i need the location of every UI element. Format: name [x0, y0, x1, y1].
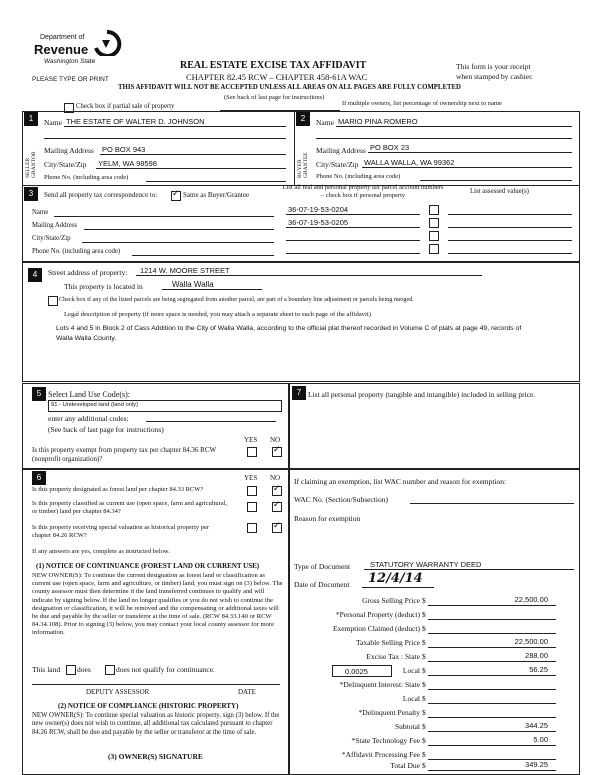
tax-row-excise-local	[290, 665, 576, 678]
agency-line1: Department of	[40, 34, 85, 41]
buyer-mailing-label: Mailing Address	[316, 146, 366, 155]
seller-mailing-line	[100, 154, 286, 155]
tax-value[interactable]: 344.25	[525, 721, 548, 730]
correspondence-city-line	[82, 242, 274, 243]
tax-value-line	[428, 703, 556, 704]
buyer-name-line	[336, 126, 572, 127]
reason-label: Reason for exemption	[294, 514, 361, 523]
exemption-claim-label: If claiming an exemption, list WAC number and reason for exemption:	[294, 477, 507, 486]
seller-name-line	[64, 126, 286, 127]
tax-row-interest-state	[290, 679, 576, 692]
form-warning: THIS AFFIDAVIT WILL NOT BE ACCEPTED UNLESS ALL AREAS ON ALL PAGES ARE FULLY COMPLETED	[118, 84, 461, 91]
correspondence-name-line	[54, 216, 274, 217]
section-7-number: 7	[292, 386, 306, 400]
currency-symbol: $	[422, 761, 426, 770]
seller-side-label: SELLER GRANTOR	[25, 151, 37, 178]
buyer-mailing-line	[368, 152, 572, 153]
does-checkbox[interactable]	[66, 665, 76, 675]
does-label: does	[77, 665, 91, 674]
correspondence-name-label: Name	[32, 209, 49, 216]
tax-value[interactable]: 22,500.00	[514, 595, 548, 604]
located-line	[162, 289, 262, 290]
additional-codes-line	[146, 421, 276, 422]
land-use-label: Select Land Use Code(s):	[48, 390, 130, 399]
receipt-line2: when stamped by cashier.	[456, 72, 534, 81]
if-yes-instruction: If any answers are yes, complete as instructed below.	[32, 548, 170, 555]
currency-symbol: $	[422, 652, 426, 661]
legal-description[interactable]: Lots 4 and 5 in Block 2 of Cass Addition to the City of Walla Walla, according to the official plat thereof recorded in Volume C of plats at page 49, records of Walla Walla County.	[56, 325, 522, 342]
seller-city-label: City/State/Zip	[44, 160, 87, 169]
located-label: This property is located in	[64, 282, 143, 291]
section6-yes-header: YES	[244, 474, 258, 482]
doc-type-label: Type of Document	[294, 562, 351, 571]
section5-no-header: NO	[270, 436, 281, 444]
buyer-phone-label: Phone No. (including area code)	[316, 173, 401, 180]
this-land-label: This land	[32, 665, 61, 674]
parcel-number[interactable]: 36-07-19-53-0204	[288, 205, 349, 214]
buyer-mailing-value[interactable]: PO BOX 23	[370, 143, 410, 152]
owner-signature-title: (3) OWNER(S) SIGNATURE	[108, 752, 203, 761]
buyer-name-label: Name	[316, 118, 334, 127]
historical-yes-checkbox[interactable]	[247, 523, 257, 533]
section-5-number: 5	[32, 387, 46, 401]
seller-phone-line	[146, 181, 286, 182]
tax-value-line	[428, 633, 556, 634]
form-chapter: CHAPTER 82.45 RCW – CHAPTER 458-61A WAC	[186, 72, 368, 82]
section5-yes-header: YES	[244, 436, 258, 444]
doc-date-label: Date of Document	[294, 580, 350, 589]
parcel-row-4	[286, 243, 574, 254]
assessed-header: List assessed value(s)	[470, 188, 529, 195]
located-value[interactable]: Walla Walla	[172, 280, 214, 289]
agency-line2: Revenue	[34, 42, 89, 57]
seller-buyer-divider	[294, 111, 295, 185]
street-value[interactable]: 1214 W. MOORE STREET	[140, 266, 230, 275]
tax-label: Total Due	[390, 761, 420, 770]
seller-name-label: Name	[44, 118, 62, 127]
tax-label: Subtotal	[394, 722, 420, 731]
currency-symbol: $	[422, 624, 426, 633]
buyer-name-value[interactable]: MARIO PINA ROMERO	[338, 117, 418, 126]
seller-mailing-label: Mailing Address	[44, 146, 94, 155]
tax-row-taxable	[290, 637, 576, 650]
correspondence-city-label: City/State/Zip	[32, 235, 71, 242]
personal-property-checkbox[interactable]	[429, 205, 439, 215]
seller-city-value[interactable]: YELM, WA 98598	[98, 159, 157, 168]
section-1-number: 1	[24, 112, 38, 126]
currency-symbol: $	[422, 666, 426, 675]
parcel-line	[286, 253, 420, 254]
tax-value[interactable]: 22,500.00	[514, 637, 548, 646]
buyer-city-label: City/State/Zip	[316, 160, 359, 169]
assessed-line	[448, 214, 572, 215]
forest-no-checkbox[interactable]	[272, 486, 282, 496]
currency-symbol: $	[422, 694, 426, 703]
land-use-selected: 91 - Undeveloped land (land only)	[51, 402, 139, 408]
currency-symbol: $	[422, 680, 426, 689]
tax-label: Gross Selling Price	[362, 596, 420, 605]
wac-label: WAC No. (Section/Subsection)	[294, 495, 388, 504]
buyer-phone-line	[420, 180, 572, 181]
receipt-line1: This form is your receipt	[456, 62, 531, 71]
currency-symbol: $	[422, 708, 426, 717]
historical-no-checkbox[interactable]	[272, 523, 282, 533]
parcel-row-1	[286, 204, 574, 215]
form-title: REAL ESTATE EXCISE TAX AFFIDAVIT	[180, 60, 367, 71]
tax-row-penalty	[290, 707, 576, 720]
tax-value-line	[428, 647, 556, 648]
tax-value-line	[428, 661, 556, 662]
currency-symbol: $	[422, 610, 426, 619]
exempt-no-checkbox[interactable]	[272, 447, 282, 457]
tax-label: *Delinquent Interest: State	[339, 680, 420, 689]
buyer-city-value[interactable]: WALLA WALLA, WA 99362	[364, 158, 455, 167]
personal-property-checkbox[interactable]	[429, 218, 439, 228]
agency-line3: Washington State	[44, 58, 96, 65]
tax-row-subtotal	[290, 721, 576, 734]
dor-logo-mark	[92, 30, 122, 56]
parcel-line	[286, 227, 420, 228]
tax-value-line	[428, 717, 556, 718]
currency-symbol: $	[422, 596, 426, 605]
dor-logo	[34, 8, 134, 68]
see-back-instructions: (See back of last page for instructions)	[224, 94, 325, 101]
tax-value-line	[428, 675, 556, 676]
doc-date-value[interactable]: 12/4/14	[368, 571, 423, 586]
assessed-line	[448, 227, 572, 228]
tax-rows	[290, 595, 576, 771]
tax-value[interactable]: 349.25	[525, 760, 548, 769]
street-label: Street address of property:	[48, 268, 128, 277]
deputy-assessor-label: DEPUTY ASSESSOR	[86, 688, 150, 696]
multiple-owners-label: If multiple owners, list percentage of ownership next to name	[342, 100, 502, 107]
same-as-buyer-label: Same as Buyer/Grantee	[183, 191, 250, 199]
buyer-name-line2	[316, 138, 572, 139]
forest-land-question: Is this property designated as forest land per chapter 84.33 RCW?	[32, 486, 204, 493]
current-use-no-checkbox[interactable]	[272, 502, 282, 512]
section6-no-header: NO	[270, 474, 281, 482]
tax-row-exemption	[290, 623, 576, 636]
doc-type-line	[364, 569, 574, 570]
please-type: PLEASE TYPE OR PRINT	[32, 76, 109, 83]
tax-label: Exemption Claimed (deduct)	[332, 624, 420, 633]
tax-value-line	[428, 731, 556, 732]
partial-sale-label: Check box if partial sale of property	[76, 103, 175, 110]
tax-value-line	[428, 770, 556, 771]
correspondence-phone-label: Phone No. (including area code)	[32, 248, 121, 255]
assessor-date-label: DATE	[238, 688, 256, 696]
tax-value-line	[428, 619, 556, 620]
correspondence-label: Send all property tax correspondence to:	[44, 191, 158, 199]
tax-value-line	[428, 689, 556, 690]
parcel-header: List all real and personal property tax parcel account numbers – check box if personal property	[282, 184, 444, 199]
tax-row-gross	[290, 595, 576, 608]
correspondence-mailing-label: Mailing Address	[32, 222, 78, 229]
section-4-number: 4	[28, 268, 42, 282]
does-not-checkbox[interactable]	[105, 665, 115, 675]
seller-name-line2	[44, 138, 286, 139]
historical-question: Is this property receiving special valuation as historical property per chapter 84.26 RCW?	[32, 524, 210, 539]
currency-symbol: $	[422, 722, 426, 731]
section5-see-back: (See back of last page for instructions)	[48, 425, 164, 434]
correspondence-phone-line	[132, 255, 274, 256]
buyer-city-line	[362, 167, 572, 168]
parcel-row-2	[286, 217, 574, 228]
exempt-yes-checkbox[interactable]	[247, 447, 257, 457]
continuance-text: NEW OWNER(S): To continue the current designation as forest land or classification as current use (open space, farm and agriculture, or timber) land, you must sign on (3) below. The county assessor must then determine if the land transferred continues to qualify and will indicate by signing below. If the land no longer qualifies or you do not wish to continue the designation or classification, it will be removed and the compensating or additional taxes will be due and payable by the seller or transferor at the time of sale. (RCW 84.33.140 or RCW 84.34.108). Prior to signing (3) below, you may contact your local county assessor for more information.	[32, 572, 283, 637]
currency-symbol: $	[422, 736, 426, 745]
tax-row-total	[290, 761, 576, 772]
section-2-number: 2	[296, 112, 310, 126]
compliance-text: NEW OWNER(S): To continue special valuation as historic property, sign (3) below. If the new owner(s) does not wish to continue, all additional tax calculated pursuant to chapter 84.26 RCW, shall be due and payable by the seller or transferor at the time of sale.	[32, 712, 280, 736]
tax-label: *Affidavit Processing Fee	[341, 750, 420, 759]
wac-line	[410, 503, 574, 504]
legal-label: Legal description of property (if more space is needed, you may attach a separate sheet to each page of the affidavit)	[64, 311, 371, 318]
parcel-line	[286, 214, 420, 215]
section-3-number: 3	[24, 187, 38, 201]
land-use-select[interactable]	[48, 400, 282, 412]
segregated-checkbox[interactable]	[48, 296, 58, 306]
forest-yes-checkbox[interactable]	[247, 486, 257, 496]
tax-row-excise-state	[290, 651, 576, 664]
tax-row-personal	[290, 609, 576, 622]
seller-city-line	[96, 168, 286, 169]
tax-row-interest-local	[290, 693, 576, 706]
tax-label: Excise Tax : State	[366, 652, 420, 661]
exempt-question: Is this property exempt from property tax per chapter 84.36 RCW (nonprofit organization)?	[32, 446, 216, 463]
segregated-label: Check box if any of the listed parcels are being segregated from another parcel, are part of a boundary line adjustment or parcels being merged.	[59, 296, 414, 303]
current-use-question: Is this property classified as current use (open space, farm and agricultural, or timber) land per chapter 84.34?	[32, 500, 228, 515]
tax-label: Local	[402, 666, 420, 675]
doc-date-line	[362, 587, 434, 588]
street-line	[136, 275, 482, 276]
seller-phone-label: Phone No. (including area code)	[44, 174, 129, 181]
section-4-block	[22, 262, 580, 382]
doc-type-value[interactable]: STATUTORY WARRANTY DEED	[370, 560, 482, 569]
assessed-line	[448, 240, 572, 241]
correspondence-mailing-line	[84, 229, 274, 230]
parcel-number[interactable]: 36-07-19-53-0205	[288, 218, 349, 227]
personal-property-checkbox[interactable]	[429, 231, 439, 241]
tax-value-line	[428, 745, 556, 746]
tax-label: *State Technology Fee	[351, 736, 420, 745]
tax-value[interactable]: 5.00	[533, 735, 548, 744]
additional-codes-label: enter any additional codes:	[48, 414, 129, 423]
personal-property-checkbox[interactable]	[429, 244, 439, 254]
tax-value-line	[428, 605, 556, 606]
personal-property-list-label: List all personal property (tangible and intangible) included in selling price.	[308, 390, 536, 399]
local-rate-box[interactable]	[332, 665, 392, 677]
tax-value[interactable]: 288.00	[525, 651, 548, 660]
assessor-signature-line	[32, 684, 280, 685]
seller-mailing-value[interactable]: PO BOX 943	[102, 145, 146, 154]
parcel-line	[286, 240, 420, 241]
assessed-line	[448, 253, 572, 254]
section-6-number: 6	[32, 471, 46, 485]
tax-label: Local	[402, 694, 420, 703]
compliance-title: (2) NOTICE OF COMPLIANCE (HISTORIC PROPERTY)	[58, 702, 239, 710]
buyer-side-label: BUYER GRANTEE	[297, 152, 309, 178]
tax-label: Taxable Selling Price	[355, 638, 420, 647]
does-not-label: does not qualify for continuance.	[116, 665, 215, 674]
tax-label: *Personal Property (deduct)	[335, 610, 420, 619]
same-as-buyer-checkbox[interactable]	[171, 191, 181, 201]
current-use-yes-checkbox[interactable]	[247, 502, 257, 512]
tax-label: *Delinquent Penalty	[358, 708, 420, 717]
local-rate-value: 0.0025	[345, 667, 368, 676]
tax-value[interactable]: 56.25	[529, 665, 548, 674]
currency-symbol: $	[422, 638, 426, 647]
parcel-row-3	[286, 230, 574, 241]
tax-row-tech-fee	[290, 735, 576, 748]
seller-name-value[interactable]: THE ESTATE OF WALTER D. JOHNSON	[66, 117, 205, 126]
currency-symbol: $	[422, 750, 426, 759]
continuance-title: (1) NOTICE OF CONTINUANCE (FOREST LAND OR CURRENT USE)	[36, 562, 260, 570]
